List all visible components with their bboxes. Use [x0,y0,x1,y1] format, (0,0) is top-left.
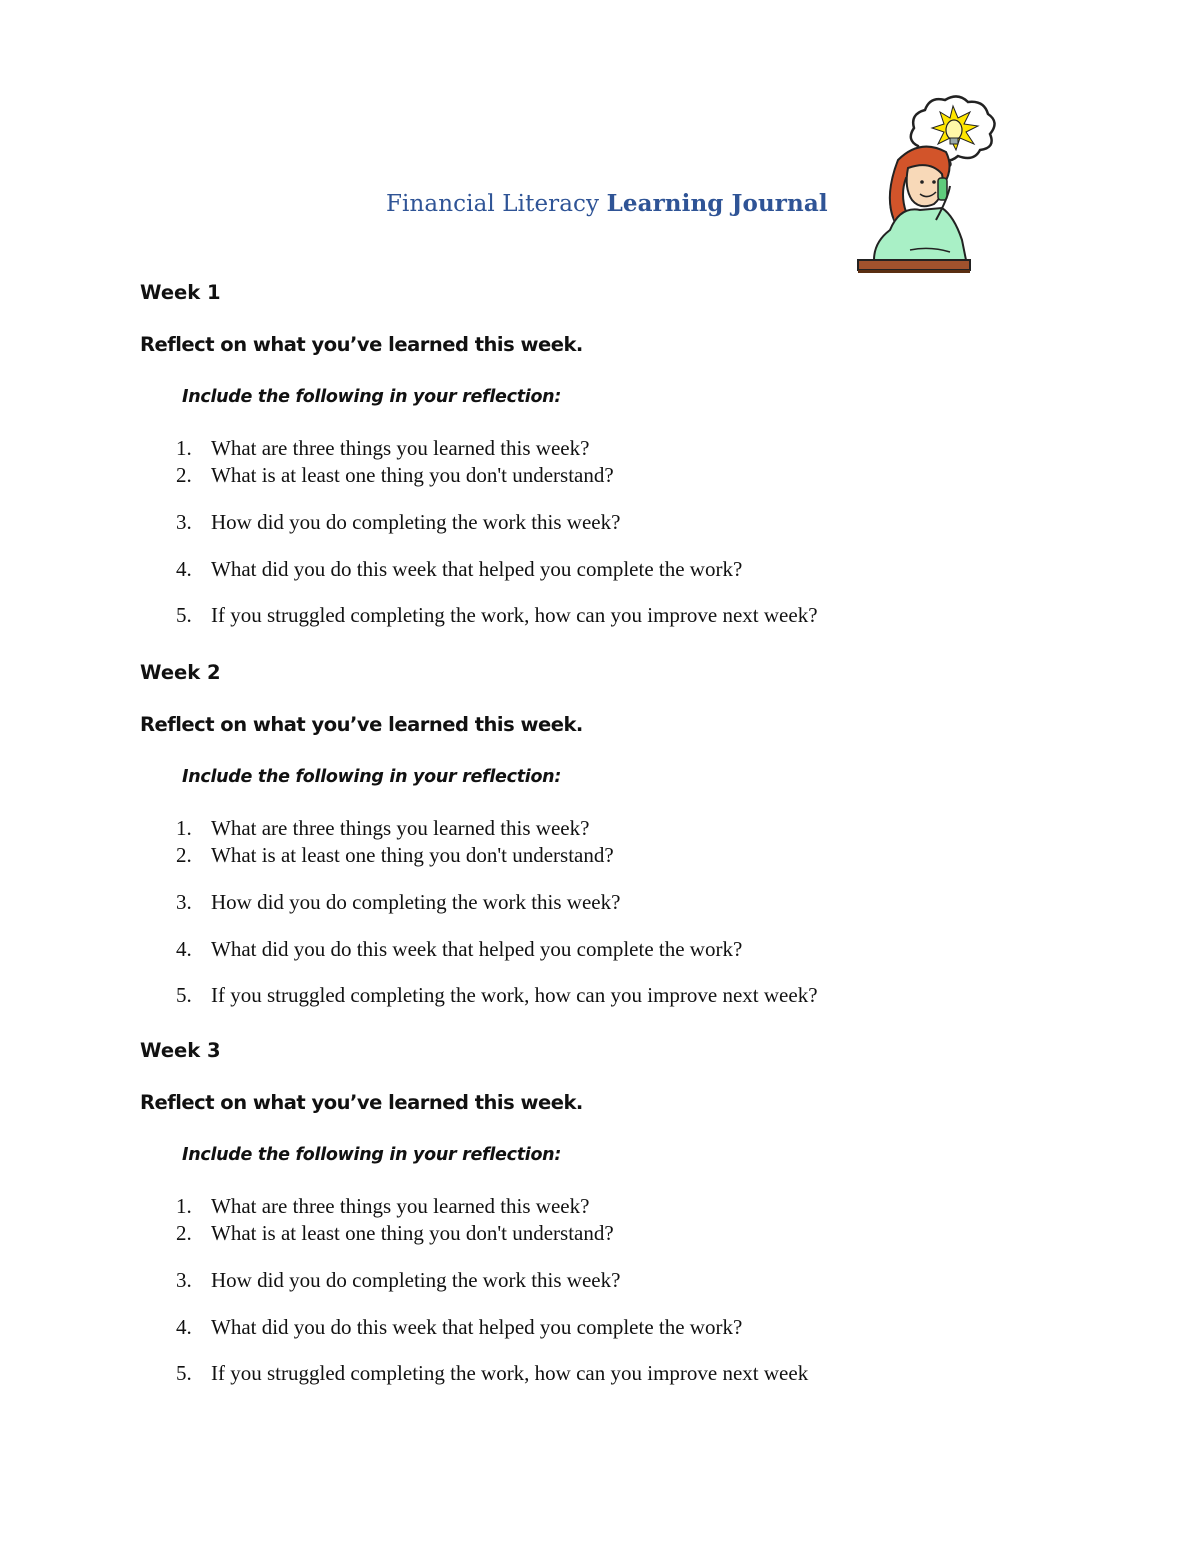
list-item: 4. What did you do this week that helped you complete the work? [176,937,743,961]
list-item: 5. If you struggled completing the work, how can you improve next week? [176,983,818,1007]
page-title [386,190,828,217]
list-item: 3. How did you do completing the work this week? [176,890,621,914]
list-item: 2. What is at least one thing you don't understand? [176,843,614,867]
list-item: 4. What did you do this week that helped you complete the work? [176,1315,743,1339]
list-item: 1. What are three things you learned this week? [176,1194,590,1218]
week-heading: Week 1 [140,281,221,304]
girl-thinking-lightbulb-icon [850,90,1000,280]
list-item: 5. If you struggled completing the work, how can you improve next week [176,1361,809,1385]
week-heading: Week 3 [140,1039,221,1062]
include-instruction: Include the following in your reflection: [182,1145,562,1165]
list-item: 1. What are three things you learned this week? [176,816,590,840]
reflect-prompt: Reflect on what you’ve learned this week. [140,333,583,356]
include-instruction: Include the following in your reflection: [182,387,562,407]
list-item: 5. If you struggled completing the work, how can you improve next week? [176,603,818,627]
reflect-prompt: Reflect on what you’ve learned this week. [140,713,583,736]
list-item: 1. What are three things you learned this week? [176,436,590,460]
list-item: 3. How did you do completing the work this week? [176,510,621,534]
reflect-prompt: Reflect on what you’ve learned this week. [140,1091,583,1114]
include-instruction: Include the following in your reflection: [182,767,562,787]
list-item: 2. What is at least one thing you don't understand? [176,1221,614,1245]
title-bold: Learning Journal [606,190,828,217]
list-item: 3. How did you do completing the work this week? [176,1268,621,1292]
title-regular: Financial Literacy [386,191,600,217]
list-item: 4. What did you do this week that helped you complete the work? [176,557,743,581]
week-heading: Week 2 [140,661,221,684]
list-item: 2. What is at least one thing you don't understand? [176,463,614,487]
